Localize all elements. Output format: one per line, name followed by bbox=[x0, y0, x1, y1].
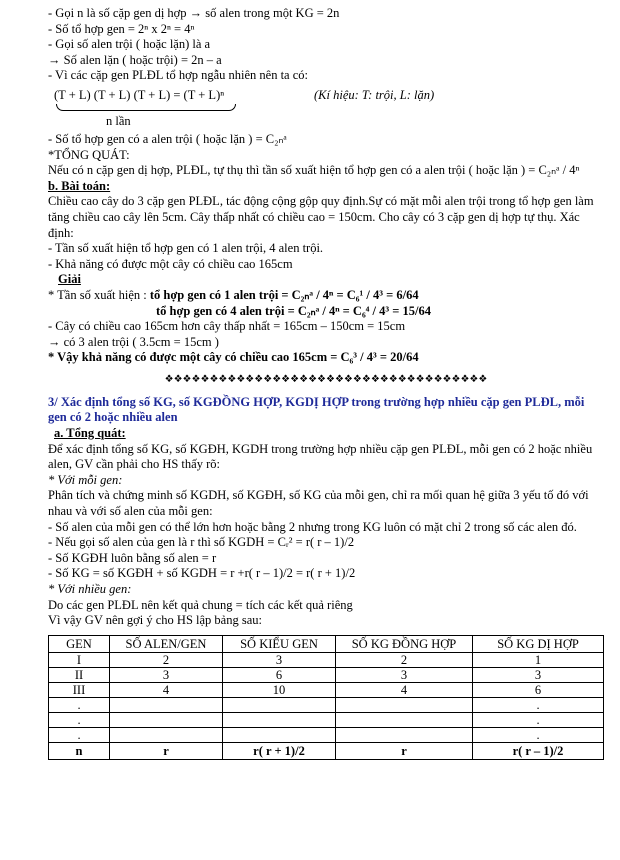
table-cell: 3 bbox=[223, 652, 336, 667]
table-cell: 10 bbox=[223, 682, 336, 697]
paragraph-5: - Số KG = số KGĐH + số KGDH = r +r( r – 1)/2 = r( r + 1)/2 bbox=[48, 566, 356, 581]
table-row bbox=[49, 682, 604, 697]
table-cell: . bbox=[473, 712, 604, 727]
solution-answer-1: tổ hợp gen có 1 alen trội = C₂ₙᵃ / 4ⁿ = C₆¹ / 4³ = 6/64 bbox=[149, 287, 419, 302]
section-3-title: 3/ Xác định tổng số KG, số KGĐỒNG HỢP, KGDỊ HỢP trong trường hợp nhiều cặp gen PLĐL, mỗi gen có 2 hoặc nhiều alen bbox=[48, 394, 585, 425]
table-cell bbox=[336, 712, 473, 727]
table-cell: . bbox=[473, 727, 604, 742]
header-gene: GEN bbox=[49, 635, 110, 652]
table-cell bbox=[223, 712, 336, 727]
intro-line-6: - Số tổ hợp gen có a alen trội ( hoặc lặn ) = C₂ₙᵃ bbox=[48, 131, 287, 146]
table-cell bbox=[223, 727, 336, 742]
intro-line-2: - Số tổ hợp gen = 2ⁿ x 2ⁿ = 4ⁿ bbox=[48, 21, 195, 36]
table-cell: 1 bbox=[473, 652, 604, 667]
solution-line-3: - Cây có chiều cao 165cm hơn cây thấp nhất = 165cm – 150cm = 15cm bbox=[48, 319, 406, 334]
table-cell: r bbox=[110, 742, 223, 759]
table-cell: 3 bbox=[110, 667, 223, 682]
paragraph-6: Do các gen PLĐL nên kết quả chung = tích các kết quả riêng bbox=[48, 597, 353, 612]
table-row bbox=[49, 742, 604, 759]
table-cell: II bbox=[49, 667, 110, 682]
problem-question-1: - Tần số xuất hiện tổ hợp gen có 1 alen trội, 4 alen trội. bbox=[48, 241, 324, 256]
table-cell: r bbox=[336, 742, 473, 759]
paragraph-7: Vì vậy GV nên gợi ý cho HS lập bảng sau: bbox=[48, 613, 262, 628]
table-cell bbox=[336, 727, 473, 742]
table-cell: 2 bbox=[110, 652, 223, 667]
header-homozygous: SỐ KG ĐỒNG HỢP bbox=[336, 635, 473, 652]
table-cell: n bbox=[49, 742, 110, 759]
intro-line-5: - Vì các cặp gen PLĐL tổ hợp ngẫu nhiên nên ta có: bbox=[48, 68, 309, 83]
table-cell: III bbox=[49, 682, 110, 697]
table-cell: 3 bbox=[473, 667, 604, 682]
intro-line-1: - Gọi n là số cặp gen dị hợp → số alen trong một KG = 2n bbox=[48, 6, 340, 20]
table-header-row bbox=[49, 635, 604, 652]
header-heterozygous: SỐ KG DỊ HỢP bbox=[473, 635, 604, 652]
section-separator: ❖❖❖❖❖❖❖❖❖❖❖❖❖❖❖❖❖❖❖❖❖❖❖❖❖❖❖❖❖❖❖❖❖❖❖❖ bbox=[164, 373, 488, 385]
table-cell bbox=[110, 727, 223, 742]
formula-note: (Kí hiệu: T: trội, L: lặn) bbox=[314, 87, 435, 102]
solution-line-1 bbox=[48, 288, 604, 304]
header-alleles: SỐ ALEN/GEN bbox=[110, 635, 223, 652]
table-cell: r( r – 1)/2 bbox=[473, 742, 604, 759]
genotype-table bbox=[48, 635, 604, 760]
general-text: Nếu có n cặp gen dị hợp, PLĐL, tự thụ thì tần số xuất hiện tổ hợp gen có a alen trội ( hoặc lặn ) = C₂ₙᵃ / 4ⁿ bbox=[48, 163, 580, 178]
paragraph-3: - Nếu gọi số alen của gen là r thì số KGDH = Cᵣ² = r( r – 1)/2 bbox=[48, 535, 355, 550]
header-genotypes: SỐ KIỂU GEN bbox=[223, 635, 336, 652]
table-cell bbox=[110, 697, 223, 712]
overview-title: a. Tổng quát: bbox=[54, 426, 126, 441]
problem-text: Chiều cao cây do 3 cặp gen PLĐL, tác động cộng gộp quy định.Sự có mặt mỗi alen trội trong tổ hợp gen làm tăng chiều cao cây lên 5cm. Cây thấp nhất có chiều cao = 150cm. Cho cây có 3 cặp gen dị hợp tự thụ. Xác định: bbox=[48, 194, 594, 240]
each-gene-heading: * Với mỗi gen: bbox=[48, 472, 123, 487]
table-cell: 6 bbox=[473, 682, 604, 697]
general-title: *TỔNG QUÁT: bbox=[48, 147, 130, 162]
solution-line-2: tổ hợp gen có 4 alen trội = C₂ₙᵃ / 4ⁿ = C₆⁴ / 4³ = 15/64 bbox=[156, 303, 431, 318]
table-cell bbox=[336, 697, 473, 712]
table-cell bbox=[223, 697, 336, 712]
table-cell: I bbox=[49, 652, 110, 667]
table-cell: . bbox=[49, 697, 110, 712]
table-row bbox=[49, 652, 604, 667]
solution-title: Giải bbox=[58, 272, 81, 287]
overview-text: Để xác định tổng số KG, số KGĐH, KGDH trong trường hợp nhiều cặp gen PLĐL, mỗi gen có 2 hoặc nhiều alen, GV cần phải cho HS thấy rõ: bbox=[48, 441, 593, 472]
underbrace bbox=[56, 104, 236, 111]
table-row bbox=[49, 712, 604, 727]
solution-line-5: * Vậy khả năng có được một cây có chiều cao 165cm = C₆³ / 4³ = 20/64 bbox=[48, 350, 419, 365]
table-cell: 2 bbox=[336, 652, 473, 667]
table-cell: r( r + 1)/2 bbox=[223, 742, 336, 759]
table-row bbox=[49, 667, 604, 682]
table-cell: 6 bbox=[223, 667, 336, 682]
problem-question-2: - Khả năng có được một cây có chiều cao 165cm bbox=[48, 256, 293, 271]
table-row bbox=[49, 727, 604, 742]
paragraph-2: - Số alen của mỗi gen có thể lớn hơn hoặc bằng 2 nhưng trong KG luôn có mặt chỉ 2 trong số các alen đó. bbox=[48, 519, 577, 534]
problem-title: b. Bài toán: bbox=[48, 178, 111, 193]
table-row bbox=[49, 697, 604, 712]
solution-line-4: → có 3 alen trội ( 3.5cm = 15cm ) bbox=[48, 334, 219, 349]
intro-line-3: - Gọi số alen trội ( hoặc lặn) là a bbox=[48, 37, 211, 52]
many-genes-heading: * Với nhiều gen: bbox=[48, 582, 132, 596]
paragraph-4: - Số KGĐH luôn bằng số alen = r bbox=[48, 550, 217, 565]
document-page bbox=[48, 6, 604, 760]
table-cell: 4 bbox=[336, 682, 473, 697]
paragraph-1: Phân tích và chứng minh số KGDH, số KGĐH, số KG của mỗi gen, chỉ ra mối quan hệ giữa 3 yếu tố đó với nhau và với số alen của mỗi gen: bbox=[48, 488, 589, 519]
table-cell: 3 bbox=[336, 667, 473, 682]
intro-line-4: → Số alen lặn ( hoặc trội) = 2n – a bbox=[48, 52, 222, 67]
formula-count: n lần bbox=[106, 113, 131, 128]
table-cell: 4 bbox=[110, 682, 223, 697]
binomial-formula bbox=[48, 84, 604, 132]
table-cell: . bbox=[49, 712, 110, 727]
formula-expression: (T + L) (T + L) (T + L) = (T + L)ⁿ bbox=[54, 87, 225, 102]
table-cell: . bbox=[473, 697, 604, 712]
table-cell: . bbox=[49, 727, 110, 742]
table-cell bbox=[110, 712, 223, 727]
solution-label: * Tần số xuất hiện : bbox=[48, 287, 150, 302]
